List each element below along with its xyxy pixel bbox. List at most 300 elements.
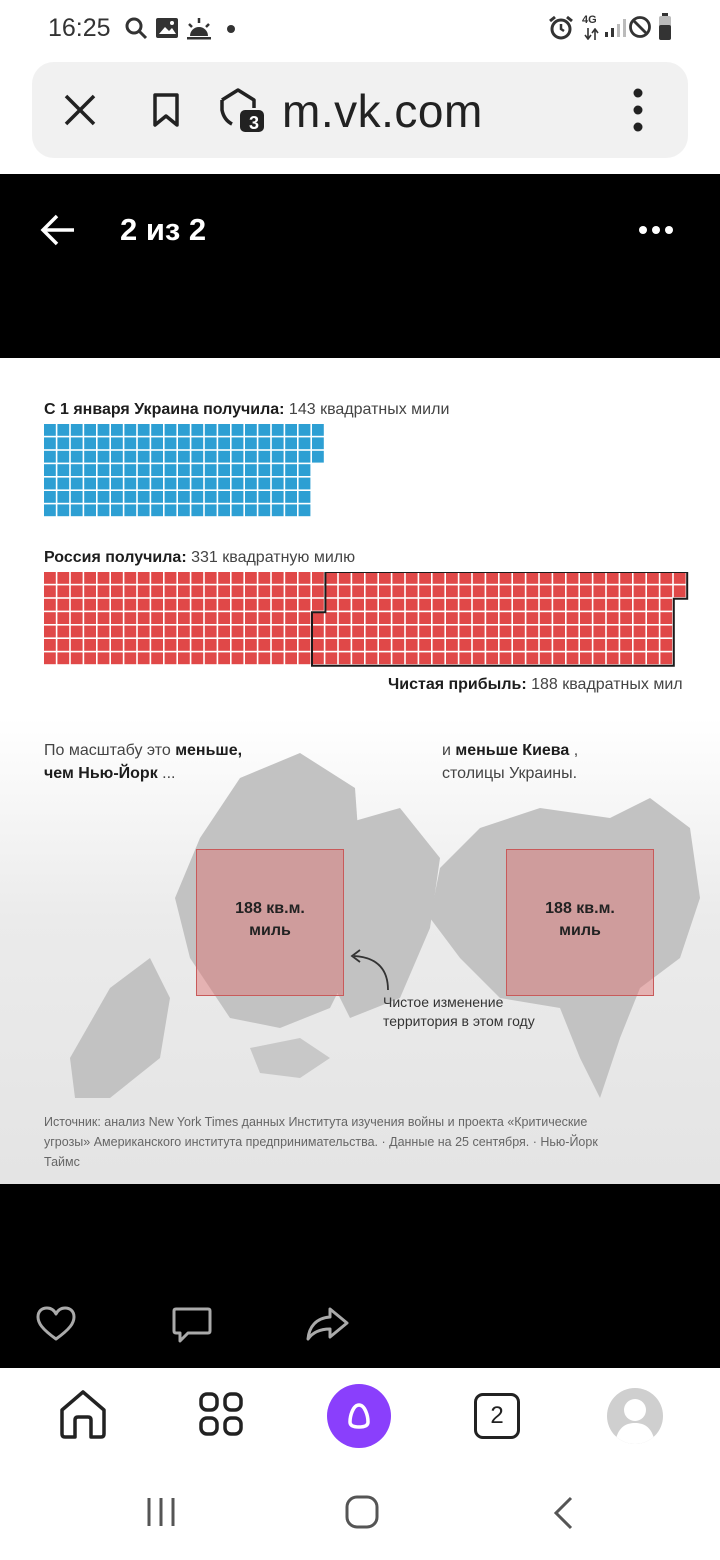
russia-gain-cell: [339, 652, 351, 664]
russia-gain-cell: [138, 639, 150, 651]
russia-gain-cell: [540, 585, 552, 597]
alarm-icon: [548, 15, 574, 41]
russia-gain-cell: [406, 626, 418, 638]
ukraine-gain-cell: [285, 491, 297, 503]
russia-gain-cell: [593, 626, 605, 638]
photo-counter: 2 из 2: [120, 212, 207, 247]
russia-gain-cell: [258, 585, 270, 597]
more-vertical-icon[interactable]: [632, 88, 644, 132]
russia-gain-cell: [57, 639, 69, 651]
ukraine-gain-cell: [138, 464, 150, 476]
russia-gain-cell: [352, 572, 364, 584]
russia-gain-waffle: [44, 572, 692, 670]
ukraine-gain-cell: [232, 464, 244, 476]
russia-gain-cell: [366, 599, 378, 611]
russia-gain-cell: [57, 612, 69, 624]
russia-gain-cell: [486, 585, 498, 597]
ukraine-gain-cell: [98, 464, 110, 476]
russia-gain-cell: [57, 572, 69, 584]
ukraine-gain-cell: [98, 504, 110, 516]
russia-gain-cell: [660, 612, 672, 624]
russia-gain-cell: [325, 599, 337, 611]
russia-gain-cell: [299, 652, 311, 664]
ukraine-gain-cell: [138, 451, 150, 463]
russia-gain-cell: [84, 585, 96, 597]
russia-gain-label: [44, 549, 355, 567]
russia-gain-cell: [634, 626, 646, 638]
russia-gain-cell: [245, 585, 257, 597]
ukraine-gain-cell: [98, 491, 110, 503]
russia-gain-cell: [44, 599, 56, 611]
russia-gain-cell: [459, 599, 471, 611]
russia-gain-cell: [258, 599, 270, 611]
russia-gain-cell: [620, 652, 632, 664]
russia-gain-cell: [580, 652, 592, 664]
russia-gain-cell: [178, 572, 190, 584]
ukraine-gain-cell: [312, 424, 324, 436]
russia-gain-cell: [258, 572, 270, 584]
network-icon: 4G: [582, 14, 597, 26]
russia-gain-cell: [540, 572, 552, 584]
status-time: 16:25: [48, 14, 111, 42]
russia-gain-cell: [392, 599, 404, 611]
russia-gain-cell: [647, 626, 659, 638]
ukraine-gain-cell: [44, 437, 56, 449]
russia-gain-cell: [419, 599, 431, 611]
russia-gain-cell: [352, 599, 364, 611]
ukraine-gain-cell: [151, 451, 163, 463]
annotation-arrow-icon: [346, 944, 396, 994]
russia-gain-cell: [339, 639, 351, 651]
russia-gain-cell: [513, 612, 525, 624]
ukraine-gain-cell: [258, 478, 270, 490]
shield-count: 3: [248, 113, 259, 133]
signal-icon: [604, 18, 626, 38]
russia-gain-cell: [526, 626, 538, 638]
ukraine-gain-cell: [98, 424, 110, 436]
russia-gain-cell: [634, 585, 646, 597]
russia-gain-cell: [124, 639, 136, 651]
system-navigation-bar: [0, 1468, 720, 1560]
ukraine-gain-cell: [57, 424, 69, 436]
photo-image: [0, 358, 720, 1184]
ukraine-gain-cell: [124, 437, 136, 449]
network-arrows-icon: [584, 28, 600, 40]
dot-icon: [226, 24, 236, 34]
ukraine-gain-cell: [71, 464, 83, 476]
russia-gain-cell: [258, 612, 270, 624]
russia-gain-cell: [71, 626, 83, 638]
russia-gain-cell: [138, 652, 150, 664]
ukraine-gain-cell: [71, 437, 83, 449]
russia-gain-cell: [84, 612, 96, 624]
russia-gain-cell: [165, 652, 177, 664]
russia-gain-cell: [285, 585, 297, 597]
russia-gain-cell: [124, 585, 136, 597]
ukraine-gain-cell: [258, 437, 270, 449]
russia-gain-cell: [567, 612, 579, 624]
apps-grid-icon[interactable]: [199, 1392, 243, 1436]
russia-gain-cell: [433, 572, 445, 584]
russia-gain-cell: [553, 585, 565, 597]
ukraine-gain-cell: [138, 491, 150, 503]
ukraine-gain-cell: [205, 437, 217, 449]
russia-gain-cell: [379, 626, 391, 638]
ukraine-gain-cell: [299, 437, 311, 449]
russia-gain-cell: [57, 652, 69, 664]
compare-kyiv-text: [442, 739, 578, 785]
russia-gain-cell: [580, 599, 592, 611]
ukraine-gain-cell: [111, 464, 123, 476]
ukraine-gain-cell: [272, 437, 284, 449]
ukraine-gain-cell: [191, 464, 203, 476]
recent-apps-icon[interactable]: [146, 1496, 176, 1528]
more-horizontal-icon[interactable]: [638, 224, 674, 236]
russia-gain-cell: [165, 599, 177, 611]
russia-gain-cell: [500, 612, 512, 624]
russia-gain-cell: [232, 572, 244, 584]
russia-gain-cell: [473, 599, 485, 611]
russia-gain-cell: [620, 585, 632, 597]
ukraine-gain-cell: [258, 451, 270, 463]
bookmark-icon[interactable]: [150, 92, 182, 128]
ukraine-gain-cell: [232, 451, 244, 463]
russia-gain-cell: [660, 639, 672, 651]
russia-gain-cell: [245, 612, 257, 624]
ukraine-gain-cell: [285, 437, 297, 449]
ukraine-gain-cell: [218, 504, 230, 516]
ukraine-gain-cell: [285, 424, 297, 436]
russia-gain-cell: [71, 572, 83, 584]
home-button-icon[interactable]: [345, 1495, 379, 1529]
russia-gain-cell: [607, 612, 619, 624]
ukraine-gain-cell: [299, 424, 311, 436]
russia-gain-cell: [98, 652, 110, 664]
ukraine-gain-cell: [57, 451, 69, 463]
ukraine-gain-cell: [299, 451, 311, 463]
russia-gain-cell: [312, 639, 324, 651]
russia-gain-cell: [647, 652, 659, 664]
russia-gain-cell: [379, 585, 391, 597]
russia-gain-cell: [352, 585, 364, 597]
russia-gain-cell: [459, 585, 471, 597]
russia-gain-cell: [232, 599, 244, 611]
russia-gain-cell: [339, 572, 351, 584]
russia-gain-cell: [165, 612, 177, 624]
ukraine-gain-cell: [191, 491, 203, 503]
ukraine-gain-cell: [245, 478, 257, 490]
ukraine-gain-cell: [165, 464, 177, 476]
close-icon[interactable]: [64, 94, 96, 126]
russia-gain-cell: [366, 612, 378, 624]
ukraine-gain-cell: [245, 464, 257, 476]
ukraine-gain-cell: [71, 491, 83, 503]
ukraine-gain-cell: [84, 464, 96, 476]
russia-gain-cell: [660, 572, 672, 584]
source-line3: Таймс: [44, 1155, 80, 1169]
russia-gain-cell: [339, 599, 351, 611]
russia-gain-cell: [473, 572, 485, 584]
russia-gain-cell: [151, 585, 163, 597]
ukraine-gain-cell: [258, 464, 270, 476]
russia-gain-cell: [245, 599, 257, 611]
russia-gain-cell: [272, 599, 284, 611]
russia-gain-cell: [57, 585, 69, 597]
ukraine-gain-cell: [272, 464, 284, 476]
ukraine-gain-cell: [151, 504, 163, 516]
russia-gain-cell: [138, 585, 150, 597]
ukraine-gain-cell: [111, 478, 123, 490]
ukraine-gain-cell: [218, 478, 230, 490]
russia-gain-cell: [191, 652, 203, 664]
russia-gain-cell: [245, 572, 257, 584]
ukraine-gain-cell: [44, 451, 56, 463]
russia-gain-cell: [433, 585, 445, 597]
russia-gain-cell: [352, 652, 364, 664]
source-line1: Источник: анализ New York Times данных Института изучения войны и проекта «Критические: [44, 1115, 588, 1129]
russia-gain-cell: [285, 599, 297, 611]
russia-gain-cell: [419, 585, 431, 597]
russia-gain-cell: [205, 599, 217, 611]
russia-gain-cell: [138, 612, 150, 624]
russia-gain-cell: [459, 572, 471, 584]
russia-gain-cell: [44, 652, 56, 664]
russia-gain-cell: [647, 612, 659, 624]
share-icon[interactable]: [306, 1306, 350, 1342]
russia-gain-cell: [526, 652, 538, 664]
ukraine-gain-cell: [191, 437, 203, 449]
net-gain-square-kyiv-label: [506, 898, 654, 942]
russia-gain-cell: [178, 639, 190, 651]
russia-gain-cell: [299, 585, 311, 597]
russia-gain-cell: [71, 585, 83, 597]
russia-gain-cell: [513, 652, 525, 664]
russia-gain-cell: [258, 626, 270, 638]
russia-gain-cell: [567, 599, 579, 611]
russia-gain-cell: [57, 626, 69, 638]
russia-gain-cell: [446, 572, 458, 584]
russia-gain-cell: [540, 626, 552, 638]
russia-gain-cell: [580, 639, 592, 651]
russia-gain-cell: [540, 652, 552, 664]
back-icon[interactable]: [552, 1496, 574, 1530]
compare-kyiv-line2: столицы Украины.: [442, 765, 578, 782]
ukraine-gain-cell: [312, 437, 324, 449]
profile-avatar-icon[interactable]: [607, 1388, 663, 1444]
russia-gain-cell: [98, 639, 110, 651]
russia-gain-cell: [446, 639, 458, 651]
russia-gain-cell: [232, 612, 244, 624]
russia-gain-cell: [620, 612, 632, 624]
russia-gain-cell: [567, 585, 579, 597]
russia-gain-cell: [379, 639, 391, 651]
compare-ny-line1-bold: меньше,: [175, 742, 243, 759]
russia-gain-cell: [272, 585, 284, 597]
ukraine-gain-cell: [44, 491, 56, 503]
russia-gain-cell: [446, 652, 458, 664]
russia-gain-cell: [352, 639, 364, 651]
russia-gain-cell: [620, 599, 632, 611]
ukraine-gain-cell: [165, 451, 177, 463]
russia-gain-cell: [218, 572, 230, 584]
back-arrow-icon[interactable]: [40, 214, 76, 246]
ukraine-gain-cell: [165, 504, 177, 516]
photo-viewer-actions: [0, 1184, 720, 1368]
ukraine-gain-cell: [165, 478, 177, 490]
russia-gain-cell: [272, 639, 284, 651]
ukraine-gain-cell: [232, 424, 244, 436]
battery-icon: [658, 13, 672, 41]
ukraine-gain-cell: [191, 504, 203, 516]
russia-gain-cell: [660, 599, 672, 611]
russia-gain-cell: [553, 572, 565, 584]
ukraine-gain-cell: [57, 491, 69, 503]
russia-gain-cell: [580, 626, 592, 638]
russia-gain-cell: [473, 652, 485, 664]
ukraine-gain-cell: [84, 478, 96, 490]
russia-gain-cell: [339, 626, 351, 638]
russia-gain-cell: [245, 626, 257, 638]
ukraine-gain-cell: [71, 451, 83, 463]
net-gain-label-bold: Чистая прибыль:: [388, 676, 527, 693]
ukraine-gain-cell: [272, 451, 284, 463]
russia-gain-cell: [138, 572, 150, 584]
ukraine-gain-cell: [124, 491, 136, 503]
russia-gain-cell: [299, 599, 311, 611]
russia-gain-cell: [500, 585, 512, 597]
russia-gain-cell: [486, 572, 498, 584]
ukraine-gain-cell: [245, 451, 257, 463]
ukraine-gain-cell: [299, 478, 311, 490]
russia-gain-cell: [111, 652, 123, 664]
russia-gain-cell: [486, 612, 498, 624]
russia-gain-cell: [165, 639, 177, 651]
ukraine-gain-cell: [218, 491, 230, 503]
ukraine-gain-cell: [178, 451, 190, 463]
russia-gain-cell: [660, 652, 672, 664]
russia-gain-cell: [433, 599, 445, 611]
russia-gain-cell: [486, 652, 498, 664]
russia-gain-cell: [325, 652, 337, 664]
russia-gain-cell: [84, 639, 96, 651]
russia-gain-cell: [593, 572, 605, 584]
russia-gain-cell: [272, 572, 284, 584]
russia-gain-cell: [312, 626, 324, 638]
compare-kyiv-line1-rest: ,: [569, 742, 579, 759]
russia-gain-cell: [205, 626, 217, 638]
annotation-line1: Чистое изменение: [383, 994, 504, 1010]
russia-gain-cell: [567, 626, 579, 638]
ukraine-gain-cell: [84, 451, 96, 463]
russia-gain-cell: [218, 612, 230, 624]
ukraine-gain-cell: [205, 491, 217, 503]
ukraine-gain-cell: [178, 464, 190, 476]
home-icon[interactable]: [58, 1388, 108, 1440]
browser-bottom-bar: [0, 1368, 720, 1468]
net-gain-label-value: 188 квадратных мил: [526, 676, 683, 693]
russia-gain-label-value: 331 квадратную милю: [186, 549, 356, 566]
square-ny-label-line1: 188 кв.м.: [235, 900, 305, 917]
search-icon: [124, 16, 148, 40]
ukraine-gain-cell: [57, 478, 69, 490]
photo-viewer-header: [0, 174, 720, 358]
russia-gain-cell: [593, 639, 605, 651]
tabs-icon[interactable]: 2: [474, 1393, 520, 1439]
ukraine-gain-cell: [124, 451, 136, 463]
alice-assistant-icon[interactable]: [327, 1384, 391, 1448]
net-gain-square-ny-label: [196, 898, 344, 942]
russia-gain-cell: [178, 585, 190, 597]
russia-gain-cell: [312, 652, 324, 664]
russia-gain-cell: [567, 652, 579, 664]
url-text[interactable]: m.vk.com: [282, 85, 483, 137]
russia-gain-cell: [419, 639, 431, 651]
russia-gain-cell: [245, 652, 257, 664]
russia-gain-cell: [218, 599, 230, 611]
ukraine-gain-cell: [218, 464, 230, 476]
ukraine-gain-cell: [299, 491, 311, 503]
ukraine-gain-cell: [178, 478, 190, 490]
russia-gain-cell: [366, 626, 378, 638]
russia-gain-cell: [138, 599, 150, 611]
ukraine-gain-cell: [111, 451, 123, 463]
russia-gain-cell: [513, 639, 525, 651]
russia-gain-cell: [299, 639, 311, 651]
russia-gain-cell: [553, 639, 565, 651]
ukraine-gain-cell: [151, 478, 163, 490]
russia-gain-cell: [446, 612, 458, 624]
ukraine-gain-label: [44, 401, 449, 419]
russia-gain-cell: [84, 572, 96, 584]
ukraine-gain-cell: [111, 424, 123, 436]
russia-gain-cell: [406, 585, 418, 597]
ukraine-gain-cell: [178, 504, 190, 516]
russia-gain-cell: [660, 585, 672, 597]
russia-gain-cell: [325, 612, 337, 624]
russia-gain-cell: [660, 626, 672, 638]
russia-gain-cell: [258, 639, 270, 651]
russia-gain-cell: [191, 639, 203, 651]
compare-ny-line2-rest: ...: [157, 765, 176, 782]
ukraine-gain-cell: [218, 424, 230, 436]
russia-gain-cell: [71, 599, 83, 611]
annotation-line2: территория в этом году: [383, 1013, 535, 1029]
weather-icon: [186, 16, 212, 40]
russia-gain-cell: [513, 585, 525, 597]
russia-gain-cell: [634, 652, 646, 664]
like-icon[interactable]: [36, 1306, 76, 1342]
ukraine-gain-cell: [178, 424, 190, 436]
russia-gain-cell: [500, 626, 512, 638]
ukraine-gain-cell: [285, 451, 297, 463]
russia-gain-cell: [607, 626, 619, 638]
russia-gain-cell: [459, 639, 471, 651]
russia-gain-cell: [205, 639, 217, 651]
russia-gain-cell: [366, 639, 378, 651]
comment-icon[interactable]: [172, 1306, 212, 1344]
russia-gain-cell: [218, 652, 230, 664]
ukraine-gain-cell: [165, 437, 177, 449]
russia-gain-cell: [392, 639, 404, 651]
ukraine-gain-cell: [258, 491, 270, 503]
russia-gain-cell: [258, 652, 270, 664]
ukraine-gain-cell: [272, 478, 284, 490]
russia-gain-cell: [526, 585, 538, 597]
ukraine-gain-cell: [71, 504, 83, 516]
russia-gain-cell: [312, 572, 324, 584]
russia-gain-cell: [553, 612, 565, 624]
russia-gain-cell: [567, 572, 579, 584]
